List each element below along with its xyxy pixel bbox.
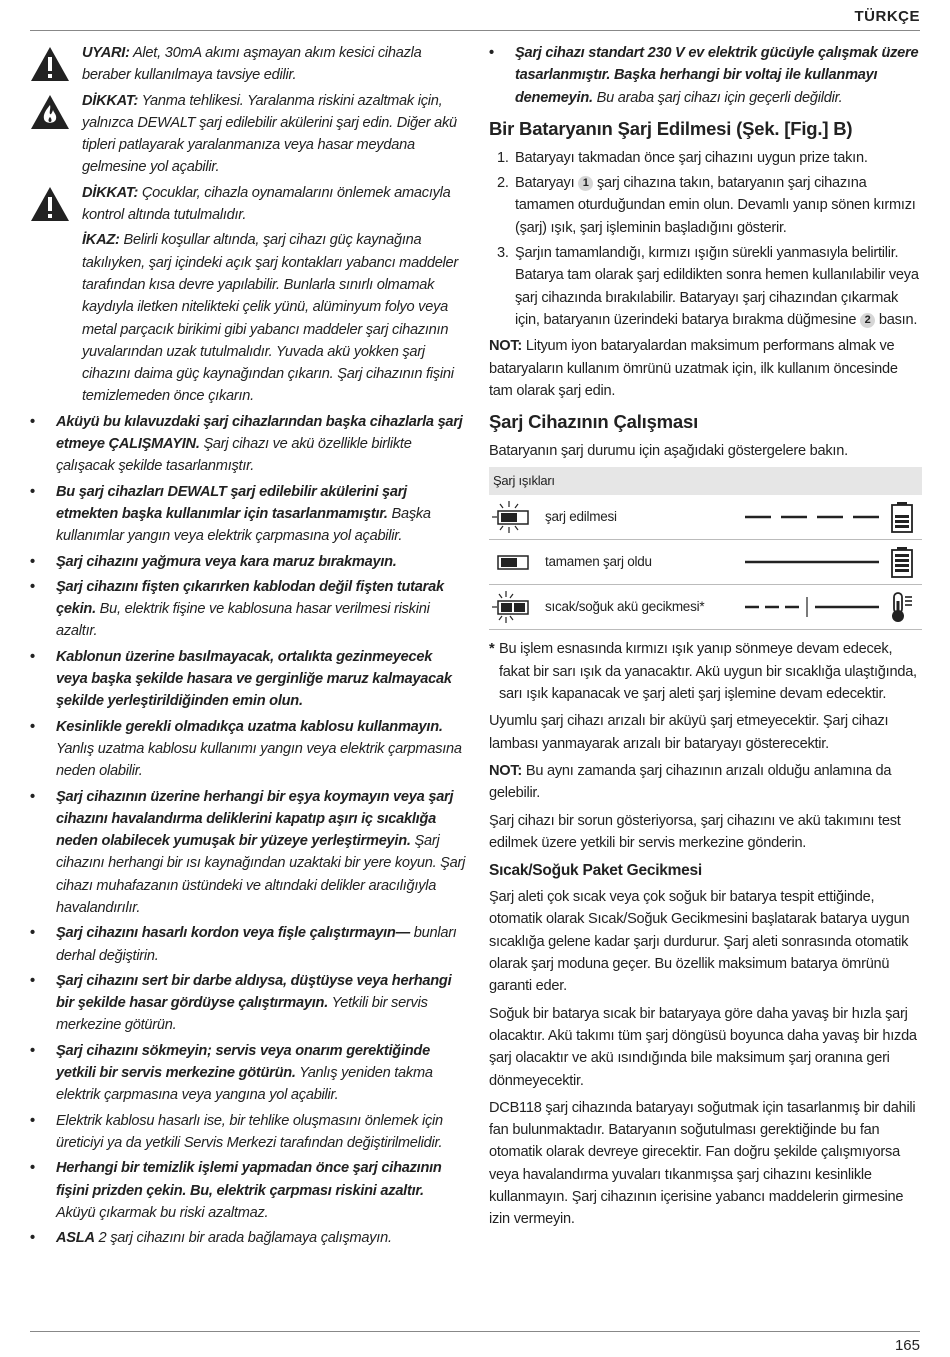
list-item-bold: Bu şarj cihazları DEWALT şarj edilebilir akülerini şarj etmekten başka kullanımlar için tasarlanmamıştır. [56, 483, 407, 522]
step-item [489, 242, 921, 331]
list-item-bold: Şarj cihazını sert bir darbe aldıysa, düştüyse veya herhangi bir şekilde hasar gördüyse çalıştırmayın. [56, 972, 452, 1012]
bullet-icon: • [30, 553, 35, 570]
step-text: Şarjın tamamlandığı, kırmızı ışığın sürekli yanmasıyla belirtilir. Batarya tam olarak şarj edildikten sonra hemen kullanılabilir veya şarj cihazında bırakılabilir. Bataryayı şarj cihazından çıkarmak için, bataryanın üzerindeki batarya bırakma düğmesine [515, 245, 919, 328]
charger-steady-icon [491, 544, 533, 580]
step-number: 1. [497, 149, 509, 166]
bullet-icon: • [30, 648, 35, 665]
warning-triangle-icon [30, 46, 70, 82]
warning-label: DİKKAT: [82, 184, 139, 201]
callout-badge: 2 [860, 313, 875, 328]
left-column [30, 42, 466, 1252]
bullet-icon: • [30, 972, 35, 989]
list-item [30, 551, 466, 573]
note-label: NOT: [489, 338, 523, 355]
warning-triangle-icon [30, 186, 70, 222]
warning-block [30, 182, 466, 227]
list-item-bold: Şarj cihazını hasarlı kordon veya fişle çalıştırmayın— [56, 925, 410, 942]
note-text: Bu aynı zamanda şarj cihazının arızalı olduğu anlamına da gelebilir. [489, 762, 892, 802]
row-label: sıcak/soğuk akü gecikmesi* [545, 599, 705, 615]
table-row [489, 540, 922, 585]
light-pattern-dashed [745, 503, 881, 531]
list-item-bold: Herhangi bir temizlik işlemi yapmadan önce şarj cihazının fişini prizden çekin. Bu, elektrik çarpması riskini azaltır. [56, 1160, 442, 1199]
list-item [30, 786, 466, 920]
step-text: Bataryayı takmadan önce şarj cihazını uygun prize takın. [515, 149, 868, 166]
section-title: Bir Bataryanın Şarj Edilmesi (Şek. [Fig.] B) [489, 117, 853, 139]
page-number: 165 [894, 1337, 920, 1354]
list-item [30, 411, 466, 478]
list-item-text: 2 şarj cihazını bir arada bağlamaya çalışmayın. [94, 1230, 392, 1247]
charger-delay-icon [491, 589, 533, 625]
bullet-icon: • [30, 718, 35, 735]
step-text: şarj cihazına takın, bataryanın şarj cihazına tamamen oturduğundan emin olun. Devamlı yanıp sönen kırmızı (şarj) ışık, şarj işleminin başladığını gösterir. [515, 175, 916, 236]
bullet-icon: • [30, 413, 35, 430]
row-label: tamamen şarj oldu [545, 554, 652, 570]
charge-lights-table [489, 467, 922, 630]
warning-text: Çocuklar, cihazla oynamalarını önlemek amacıyla kontrol altında tutulmalıdır. [82, 184, 451, 224]
list-item-text: Aküyü çıkarmak bu riski azaltmaz. [56, 1204, 269, 1221]
note-label: NOT: [489, 762, 523, 779]
table-row [489, 585, 922, 630]
list-item [30, 1040, 466, 1107]
list-item-bold: Şarj cihazının üzerine herhangi bir eşya koymayın veya şarj cihazını havalandırma deliklerini kapatıp aşırı iç sıcaklığa neden olabilecek yumuşak bir yüzeye yerleştirmeyin. [56, 788, 454, 850]
fire-warning-icon [30, 94, 70, 130]
callout-badge: 1 [578, 176, 593, 191]
battery-thermometer-icon [889, 591, 915, 623]
intro-paragraph: Bataryanın şarj durumu için aşağıdaki göstergelere bakın. [489, 443, 848, 460]
warning-text: Yanma tehlikesi. Yaralanma riskini azaltmak için, yalnızca DEWALT şarj edilebilir akülerini şarj edin. Diğer akü tipleri patlayarak yaralanmanıza veya hasar meydana gelmesine yol açabilir. [82, 92, 457, 176]
warning-label: DİKKAT: [82, 92, 139, 109]
list-item-bold: Şarj cihazını fişten çıkarırken kablodan değil fişten tutarak çekin. [56, 578, 444, 618]
list-item-text: Yetkili bir servis merkezine götürün. [56, 995, 428, 1034]
list-item [30, 1227, 466, 1249]
bullet-icon: • [30, 1160, 35, 1177]
bullet-icon: • [30, 1112, 35, 1129]
battery-charging-icon [889, 501, 915, 533]
warning-text: Alet, 30mA akımı aşmayan akım kesici cihazla beraber kullanılmaya tavsiye edilir. [82, 45, 422, 84]
subsection-title: Sıcak/Soğuk Paket Gecikmesi [489, 862, 702, 880]
bullet-icon: • [489, 45, 494, 61]
list-item-text: Şarj cihazı ve akü özellikle birlikte çalışacak şekilde tasarlanmıştır. [56, 436, 412, 475]
warning-label: İKAZ: [82, 232, 120, 249]
list-item-bold: Şarj cihazı standart 230 V ev elektrik gücüyle çalışmak üzere tasarlanmıştır. Başka herhangi bir voltaj ile kullanmayı denemeyin. [515, 45, 919, 106]
list-item [30, 576, 466, 643]
table-header: Şarj ışıkları [489, 467, 922, 495]
list-item-bold: Aküyü bu kılavuzdaki şarj cihazlarından başka cihazlarla şarj etmeye ÇALIŞMAYIN. [56, 413, 463, 453]
bullet-icon: • [30, 925, 35, 942]
list-item [30, 716, 466, 783]
warning-label: UYARI: [82, 45, 130, 61]
step-number: 2. [497, 175, 509, 192]
footnote [489, 638, 921, 705]
warning-block [30, 90, 466, 179]
step-text: Bataryayı [515, 175, 579, 192]
paragraph: DCB118 şarj cihazında bataryayı soğutmak için tasarlanmış bir dahili fan bulunmaktadır. Bataryanın soğutulması gerektiğinde bu fan otomatik olarak devreye girecektir. Fan doğru şekilde çalışmıyorsa veya havalandırma yuvaları tıkanmışsa şarj cihazını kesinlikle kullanmayın. Şarj cihazının içerisine yabancı maddelerin girmesine izin vermeyin. [489, 1099, 916, 1228]
light-pattern-solid [745, 548, 881, 576]
list-item-text: Bu, elektrik fişine ve kablosuna hasar verilmesi riskini azaltır. [56, 601, 430, 640]
footnote-text: Bu işlem esnasında kırmızı ışık yanıp sönmeye devam edecek, fakat bir sarı ışık da yanacaktır. Akü uygun bir sıcaklığa ulaştığında, sarı ışık kapanacak ve şarj aleti şarj işlemine devam edecektir. [499, 641, 917, 703]
footnote-asterisk: * [489, 641, 495, 658]
table-row [489, 495, 922, 540]
header-rule [30, 30, 920, 31]
paragraph: Şarj cihazı bir sorun gösteriyorsa, şarj cihazını ve akü takımını test edilmek üzere yetkili bir servis merkezine gönderin. [489, 812, 901, 851]
list-item [30, 922, 466, 967]
paragraph: Soğuk bir batarya sıcak bir bataryaya göre daha yavaş bir hızla şarj olacaktır. Akü takımı tüm şarj döngüsü boyunca daha yavaş bir hızda şarj olacaktır ve akü ısındığında bile maksimum şarj oranına geri dönmeyecektir. [489, 1005, 917, 1089]
step-number: 3. [497, 245, 509, 262]
bullet-icon: • [30, 1230, 35, 1247]
list-item [489, 42, 921, 109]
paragraph: Şarj aleti çok sıcak veya çok soğuk bir batarya tespit ettiğinde, otomatik olarak Sıcak/Soğuk Gecikmesini başlatarak batarya uygun sıcaklığa gelene kadar şarjı durdurur. Şarj aleti sonrasında otomatik olarak şarj moduna geçer. Bu özellik maksimum batarya ömrünü garanti eder. [489, 889, 910, 995]
light-pattern-dashed-solid [745, 593, 881, 621]
list-item-text: Şarj cihazını herhangi bir ısı kaynağından uzaktaki bir yere koyun. Şarj cihazı muhafazanın üstündeki ve altındaki delikler aracılığıyla havalandırılır. [56, 833, 466, 916]
list-item-text: Elektrik kablosu hasarlı ise, bir tehlike oluşmasını önlemek için üreticiyi ya da yetkili Servis Merkezi tarafından değiştirilmelidir. [56, 1112, 443, 1151]
bullet-icon: • [30, 483, 35, 500]
warning-text: Belirli koşullar altında, şarj cihazı güç kaynağına takılıyken, şarj içindeki açık şarj kontakları yabancı maddeler tarafından kısa devre yapılabilir. Bunlarla sınırlı olmamak kaydıyla iletken nitelikteki çelik yünü, alüminyum folyo veya metal parçacık birikimi gibi yabancı maddeler şarj cihazının yuvalarından uzak tutulmalıdır. Yuvada akü yokken şarj cihazını daima güç kaynağından çıkarın. Şarj cihazının fişini temizlemeden önce çıkarın. [82, 232, 459, 405]
warning-block [30, 229, 466, 407]
paragraph: Uyumlu şarj cihazı arızalı bir aküyü şarj etmeyecektir. Şarj cihazı lambası yanmayarak arızalı bir bataryayı gösterecektir. [489, 713, 889, 752]
note-text: Lityum iyon bataryalardan maksimum performans almak ve bataryaların kullanım ömrünü uzatmak için, ilk kullanım öncesinde tam olarak şarj edin. [489, 338, 898, 399]
list-item [30, 970, 466, 1037]
section-title: Şarj Cihazının Çalışması [489, 411, 699, 433]
note-paragraph [489, 760, 921, 805]
right-column [489, 42, 921, 1236]
list-item-text: Yanlış uzatma kablosu kullanımı yangın veya elektrik çarpmasına neden olabilir. [56, 740, 462, 780]
list-item-text: bunları derhal değiştirin. [56, 925, 457, 964]
list-item-text: Başka kullanımlar yangın veya elektrik çarpmasına yol açabilir. [56, 505, 431, 545]
list-item-text: Yanlış yeniden takma elektrik çarpmasına veya yangına yol açabilir. [56, 1065, 433, 1104]
list-item-bold: Şarj cihazını yağmura veya kara maruz bırakmayın. [56, 553, 397, 570]
list-item-bold: Şarj cihazını sökmeyin; servis veya onarım gerektiğinde yetkili bir servis merkezine götürün. [56, 1042, 430, 1082]
step-text: basın. [875, 311, 918, 328]
list-item [30, 1157, 466, 1224]
list-item-text: Bu araba şarj cihazı için geçerli değildir. [592, 89, 843, 106]
charger-blinking-icon [491, 499, 533, 535]
list-item [30, 1110, 466, 1155]
bullet-icon: • [30, 788, 35, 805]
list-item-bold: Kesinlikle gerekli olmadıkça uzatma kablosu kullanmayın. [56, 718, 443, 735]
step-item [489, 147, 921, 169]
charging-steps [489, 147, 921, 331]
list-item-bold: ASLA [56, 1230, 95, 1247]
bullet-icon: • [30, 1042, 35, 1059]
note-paragraph [489, 335, 921, 402]
bullet-icon: • [30, 578, 35, 595]
row-label: şarj edilmesi [545, 509, 617, 525]
list-item [30, 646, 466, 713]
step-item [489, 172, 921, 239]
list-item [30, 481, 466, 548]
battery-full-icon [889, 546, 915, 578]
language-label: TÜRKÇE [854, 8, 920, 25]
list-item-bold: Kablonun üzerine basılmayacak, ortalıkta gezinmeyecek veya başka şekilde hasara ve gerginliğe maruz kalmayacak şekilde yerleştirildiğinden emin olun. [56, 648, 452, 710]
warning-block [30, 42, 466, 87]
footer-rule [30, 1331, 920, 1332]
